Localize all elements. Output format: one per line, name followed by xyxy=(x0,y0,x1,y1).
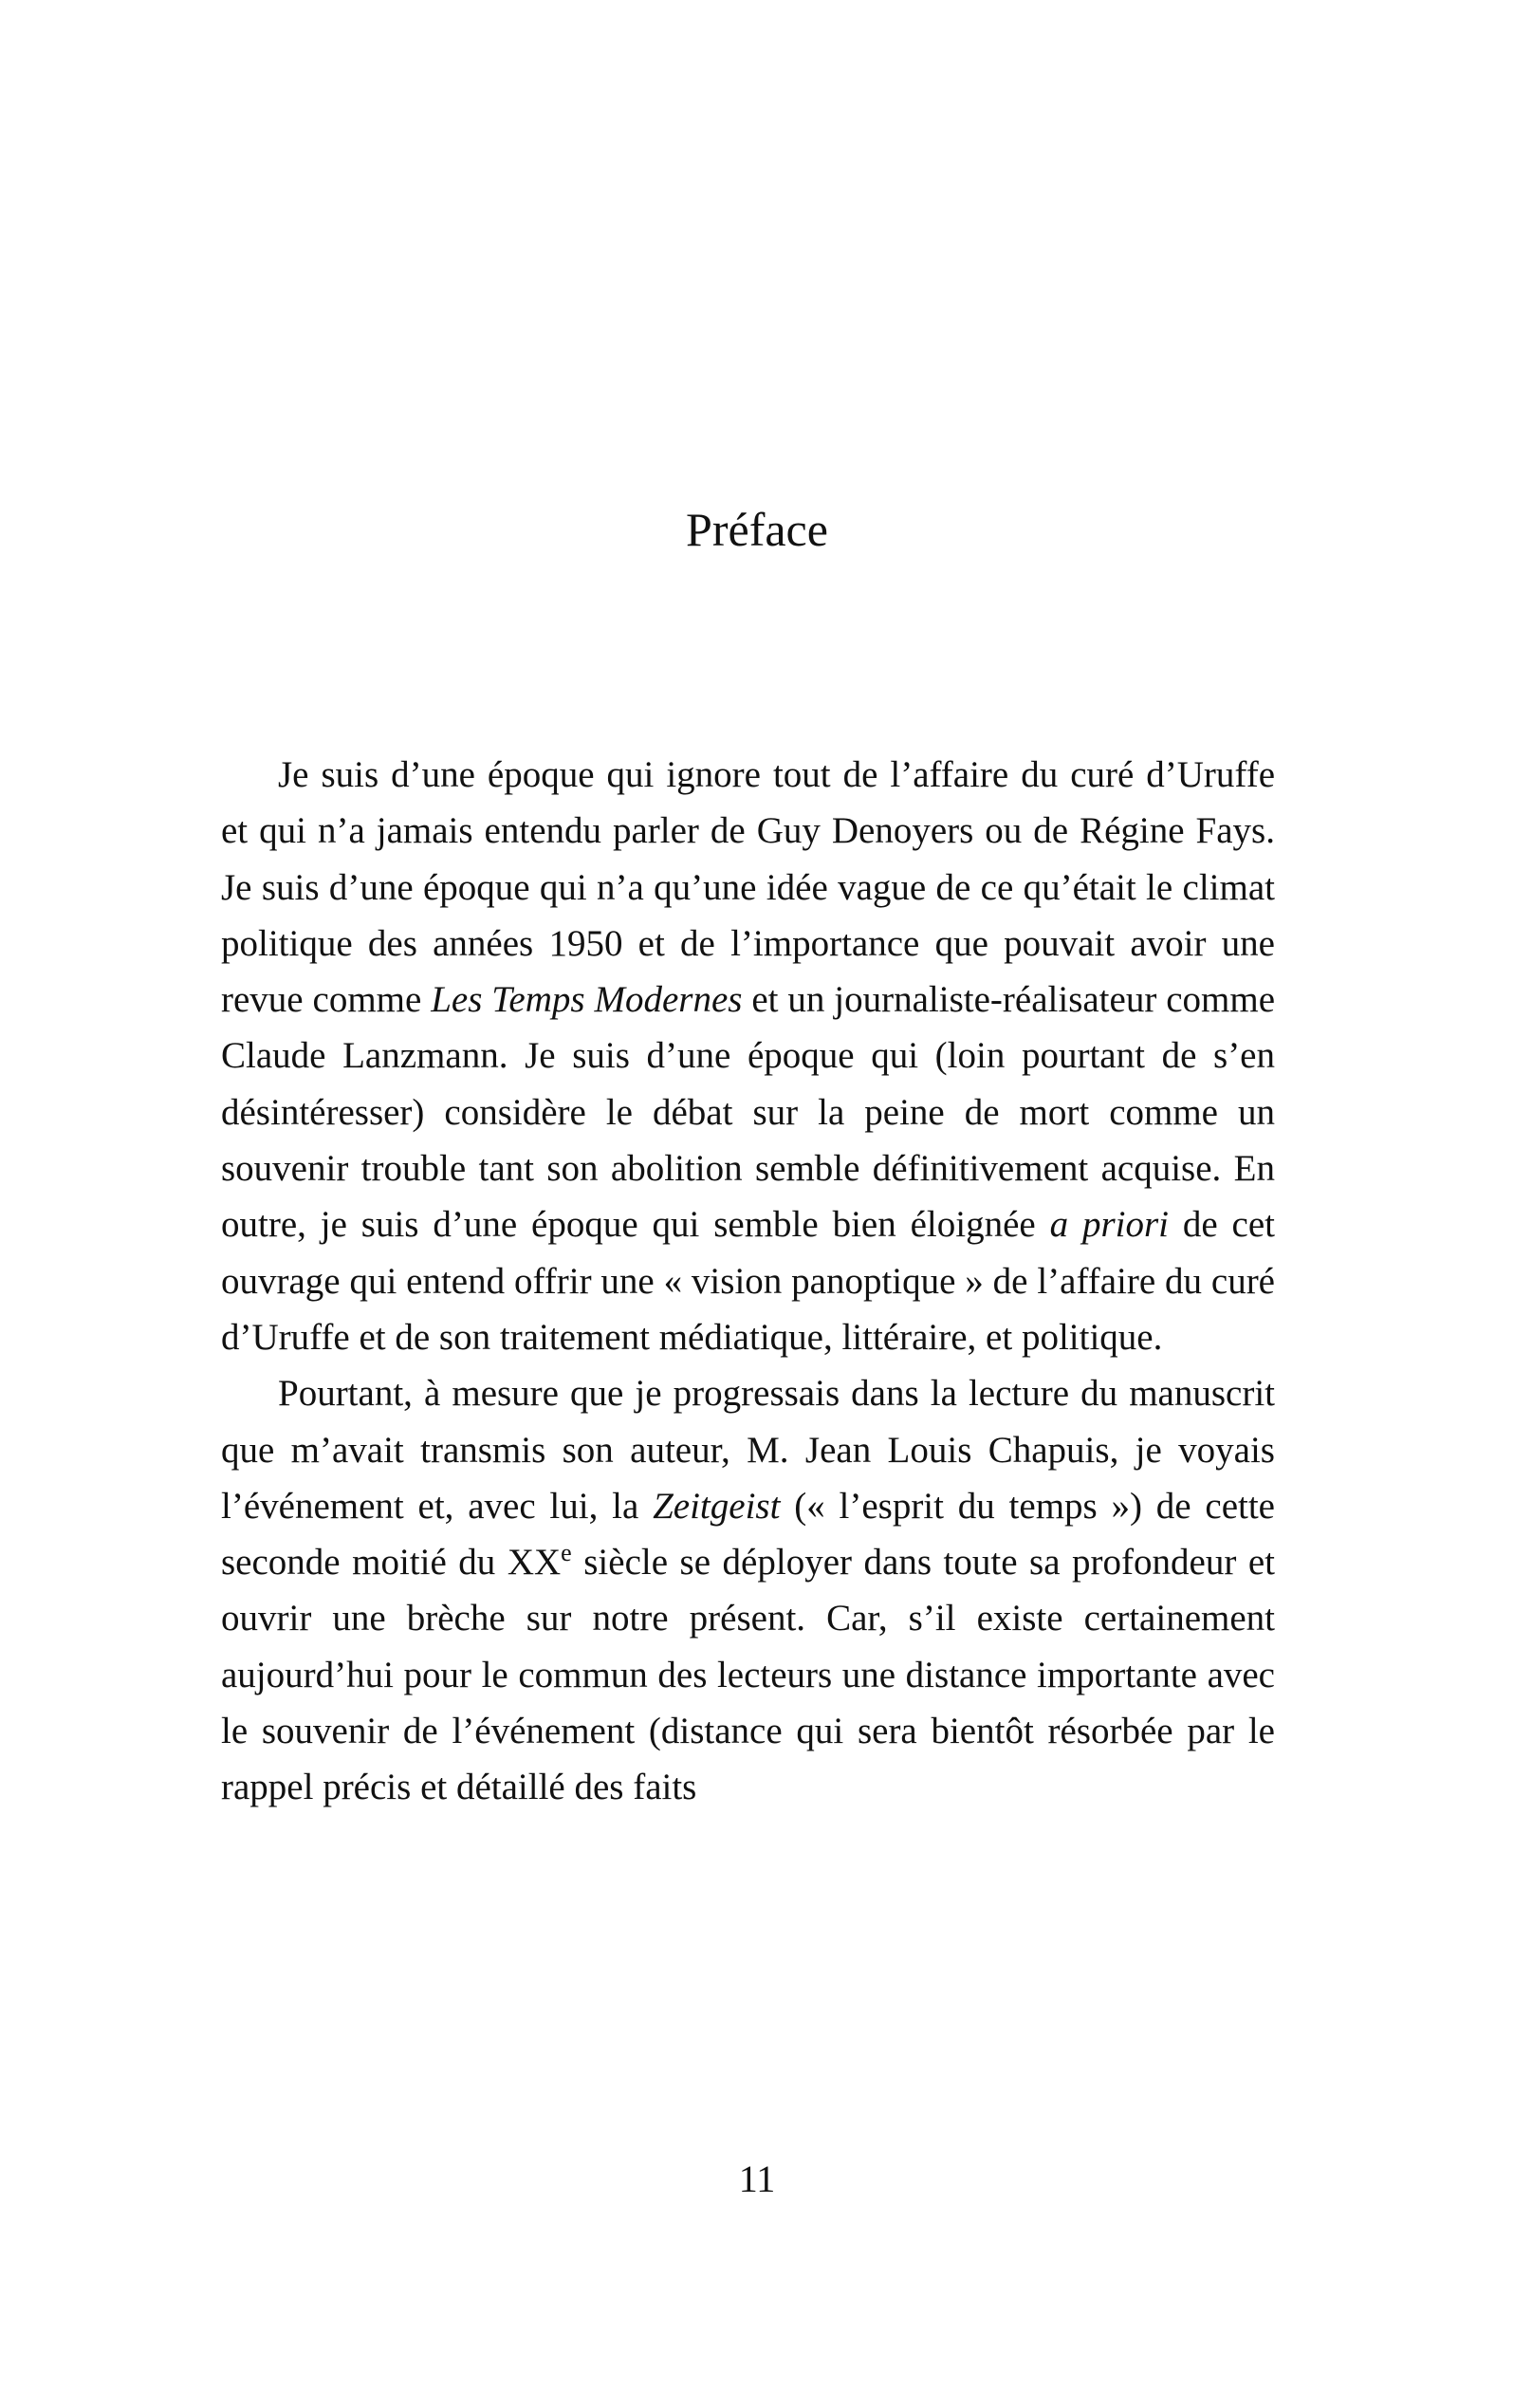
century-superscript: e xyxy=(561,1539,572,1567)
paragraph-1-text-b: et un journaliste-réalisateur comme Claude Lanzmann. Je suis d’une époque qui (loin pourtant de s’en désintéresser) considère le débat sur la peine de mort comme un souvenir trouble tant son abolition semble définitivement acquise. En outre, je suis d’une époque qui semble bien éloignée xyxy=(221,979,1276,1246)
body-text xyxy=(221,747,1275,1816)
paragraph-1-text-c: de cet ouvrage qui entend offrir une « vision panoptique » de l’affaire du curé d’Uruffe et de son traitement médiatique, littéraire, et politique. xyxy=(221,1204,1276,1358)
paragraph-2-text-a: Pourtant, à mesure que je progressais dans la lecture du manuscrit que m’avait transmis son auteur, M. Jean Louis Chapuis, je voyais l’événement et, avec lui, la xyxy=(221,1373,1275,1527)
page-title: Préface xyxy=(686,503,828,556)
paragraph-2 xyxy=(221,1365,1275,1815)
page-number: 11 xyxy=(738,2158,776,2200)
paragraph-2-text-c: siècle se déployer dans toute sa profondeur et ouvrir une brèche sur notre présent. Car, s’il existe certainement aujourd’hui pour le commun des lecteurs une distance importante avec le souvenir de l’événement (distance qui sera bientôt résorbée par le rappel précis et détaillé des faits xyxy=(221,1542,1275,1808)
latin-phrase: a priori xyxy=(1049,1204,1169,1246)
paragraph-2-text-b: (« l’esprit du temps ») de cette seconde moitié du XX xyxy=(221,1485,1275,1584)
paragraph-1 xyxy=(221,747,1275,1365)
german-term: Zeitgeist xyxy=(653,1485,781,1527)
paragraph-1-text-a: Je suis d’une époque qui ignore tout de l’affaire du curé d’Uruffe et qui n’a jamais entendu parler de Guy Denoyers ou de Régine Fays. Je suis d’une époque qui n’a qu’une idée vague de ce qu’était le climat politique des années 1950 et de l’importance que pouvait avoir une revue comme xyxy=(221,754,1275,1021)
journal-title: Les Temps Modernes xyxy=(431,979,743,1021)
